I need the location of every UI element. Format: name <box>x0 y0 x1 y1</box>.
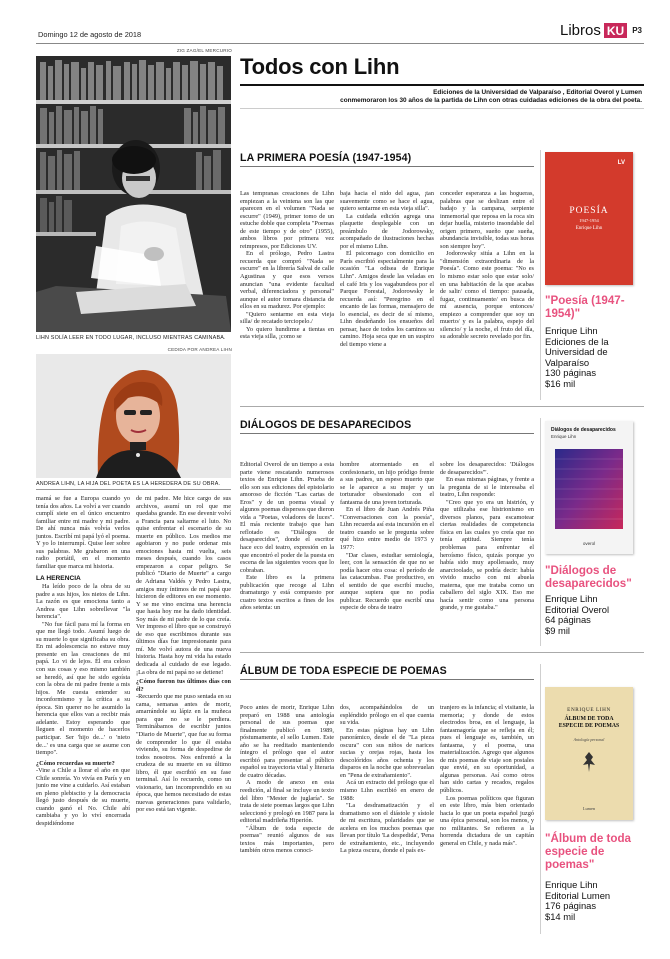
section1-paragraph: "Quiero sentarme en esta vieja silla/ de recatado terciopelo./ <box>240 310 334 326</box>
interview-question: ¿Cómo recuerdas su muerte? <box>36 759 115 767</box>
book-cover-publisher: overol <box>582 541 596 546</box>
book-info-line: $9 mil <box>545 624 571 636</box>
book-cover-author: Enrique Lihn <box>551 434 577 439</box>
interview-column-left <box>36 495 130 925</box>
section1-paragraph: Yo quiero hundirme a tientas en esta vieja silla, ¡como se <box>240 325 334 341</box>
book-info-line: Editorial Overol <box>545 603 610 615</box>
book-info-line: 130 páginas <box>545 367 597 379</box>
section2-column-2 <box>340 461 434 645</box>
pull-quote-poesia: "Poesía (1947-1954)" <box>545 294 625 320</box>
section3-paragraph: "La desdramatización y el dramatismo son el diástole y sístole de mi escritura, polaridades que se acelera en los muchos poemas que llevan por título 'La despedida', 'Pena de extrañamiento, etc., incluyendo La pieza oscura, donde el país ex- <box>340 802 434 855</box>
book-info-line: Enrique Lihn <box>545 325 598 336</box>
sidebar-divider-3 <box>540 664 541 934</box>
interview-subhead: LA HERENCIA <box>36 575 81 583</box>
book-cover-publisher: LV <box>617 160 625 166</box>
book-cover-album <box>545 687 633 820</box>
section1-paragraph: conceder esperanza a las hogueras, palabras que se deslizan entre el badajo y la campana, serpiente inmemorial que reposa en la roca sin dejar huella, misterio insondable del origen primero, sueño que sueña, abundancia invisible, todas sus horas son siempre hoy". <box>440 190 534 250</box>
interview-column-right <box>136 495 231 925</box>
book-info-line: Universidad de <box>545 346 608 358</box>
book-info-line: Enrique Lihn <box>545 879 598 890</box>
book-info-line: $14 mil <box>545 910 576 922</box>
section3-column-3 <box>440 704 534 932</box>
book-cover-dialogos <box>545 421 633 554</box>
pull-quote-album: "Álbum de toda especie de poemas" <box>545 832 632 871</box>
sidebar-divider-1 <box>540 150 541 400</box>
section-rule-3 <box>240 679 534 680</box>
photo-caption-rule <box>36 489 231 490</box>
interview-paragraph: de mi padre. Me hice cargo de sus archivos, asumí un rol que me quedaba grande. En ese devenir volví a Francia para saltarme el luto. No quise enfrentar el escenario de su muerte en público. Los medios me agobiaron y no pude ordenar mis emociones hasta mi vuelta, seis meses después, cuando los casos empezaron a copar peligro. Se publicó "Diario de Muerte" a cargo de Adriana Valdés y Pedro Lastra, amigos muy íntimos de mi papá que hicieron de editores en ese momento. Y se me vino encima una herencia que hasta hoy me ha dado identidad. Soy más de mi padre de lo que creía. Ver impreso el libro que se construyó de eso que escribimos durante sus últimos días fue impresionante para mí. Me volví autora de una nueva historia. Hasta hoy mi vida ha estado dedicada al cuidado de ese legado. ¡La obra de mi papá no se detiene! <box>136 495 231 676</box>
book-cover-author: ENRIQUE LIHN <box>567 707 611 713</box>
section2-paragraph: Editorial Overol de un tiempo a esta parte viene rescatando numerosos textos de Enrique Lihn. Prueba de ello son sus ediciones del epistolario amoroso de ficción "Las cartas de Eros" y de un poema visual y algunos poemas dispersos que dieron vida a "Poetas, voladores de luces". El más reciente trabajo que han reflotado es "Diálogos de desaparecidos", donde el escritor hace eco del teatro, expresión en la que encontró el poder de la puesta en escena de las siguientes voces que lo cobraban. <box>240 461 334 574</box>
section-separator-1 <box>240 406 644 407</box>
article-title: Todos con Lihn <box>240 54 400 79</box>
interview-paragraph: -Recuerdo que me puso sentada en su cama, semanas antes de morir, amarrándole su lápiz en la muñeca para que no se le perdiera. Terminábamos de escribir juntos "Diario de Muerte", que fue su forma de comprender lo que él estaba viviendo, su forma de despedirse de todos nosotros. Nos enfrentó a la crudeza de su muerte en su último libro, él que escribió en su fase terminal. Así lo recuerdo, como un visionario, tan incomprendido en su época, que hemos necesitado de estas nuevas generaciones para validarlo, por eso está tan vigente. <box>136 693 231 814</box>
section2-column-1 <box>240 461 334 645</box>
photo-caption-1: LIHN SOLÍA LEER EN TODO LUGAR, INCLUSO MIENTRAS CAMINABA. <box>36 335 226 341</box>
section-rule-2 <box>240 433 534 434</box>
sidebar-divider-2 <box>540 418 541 646</box>
section3-paragraph: dos, acompañándolos de un espléndido prólogo en el que cuenta su vida. <box>340 704 434 727</box>
header-badge: KU <box>604 23 627 38</box>
section1-paragraph: Jodorowsky sitúa a Lihn en la "dimensión extraordinaria de la Poesía". Como este poema: "No es lo mismo estar solo que estar solo/ en una habitación de la que acabas de salir/ como el tiempo: pausada, fugaz, continuamente/ en busca de mí ausencia, porque entonces/ empiezo a comprender que soy un muerto/ y es la palabra, espejo del silencio/ y la noche, el fruto del día, su adorable secreto revelado por fin. <box>440 250 534 341</box>
photo-credit-2: CEDIDA POR ANDREA LIHN <box>167 347 232 352</box>
book-info-line: Editorial Lumen <box>545 889 611 901</box>
book-cover-title: POESÍA <box>569 206 609 216</box>
book-info-line: 176 páginas <box>545 900 597 912</box>
book-info-line: Ediciones de la <box>545 335 609 347</box>
header-rule <box>36 43 644 44</box>
book-info-album <box>545 880 645 922</box>
section1-paragraph: La cuidada edición agrega una plaquette desplegable con un preámbulo de Jodorowsky, acompañado de ilustraciones hechas por el mismo Lihn. <box>340 212 434 250</box>
book-info-line: 64 páginas <box>545 614 591 626</box>
photo-andrea-lihn <box>36 354 231 478</box>
section1-paragraph: El psicomago con domicilio en París escribió especialmente para la ocasión "La odisea de Enrique Lihn". Amigos desde las veladas en el café Iris y los vagabundeos por el Parque Forestal, Jodorowsky le recuerda así: "Peregrino en el encanto de las formas, mensajero de lo esencial, es decir de sí mismo, Lihn desdeñando los ensueños del pensar, hace de todos los caminos su camino. Hoja seca que en un suspiro del tiempo viene a <box>340 250 434 348</box>
photo-credit-1: ZIG ZAG/EL MERCURIO <box>176 48 232 53</box>
article-deck-line-2: conmemoraron los 30 años de la partida de Lihn con otras cuidadas ediciones de la obra del poeta. <box>340 97 642 104</box>
article-deck-line-1: Ediciones de la Universidad de Valparaíso , Editorial Overol y Lumen <box>433 89 642 96</box>
section3-paragraph: Los poemas políticos que figuran en este libro, más bien orientado hacia lo que un poeta español juzgó una épica personal, son los menos, y no militantes. Se refieren a la horrenda dictadura de un capitán general en Chile, y nada más". <box>440 794 534 847</box>
section3-paragraph: A modo de anexo en esta reedición, al final se incluye un texto del libro "Mester de juglaría". Se trata de siete poemas largos que Lihn seleccionó y prologó en 1987 para la editorial madrileña Hiperión. <box>240 779 334 825</box>
photo-lihn-illustration <box>36 56 231 332</box>
section3-paragraph: Poco antes de morir, Enrique Lihn preparó en 1988 una antología personal de sus poemas que finalmente publicó en 1989, póstumamente, el sello Lumen. Este año se ha reeditado manteniendo íntegro el prólogo que el autor escribió para presentar al público español su trayectoria vital y literaria de cuatro décadas. <box>240 704 334 779</box>
section2-paragraph: Este libro es la primera publicación que recoge al Lihn dramaturgo y está compuesto por cuatro textos escritos a fines de los años setenta: un <box>240 574 334 612</box>
section2-paragraph: sobre los desaparecidos: 'Diálogos de desaparecidos'". <box>440 461 534 476</box>
section2-paragraph: En el libro de Juan Andrés Piña "Conversaciones con la poesía", Lihn recuerda así esta incursión en el teatro cuando se le pregunta sobre qué hizo entre medio de 1973 y 1977: <box>340 506 434 552</box>
section1-column-2 <box>340 190 434 400</box>
section1-paragraph: Las tempranas creaciones de Lihn empiezan a la veintena son las que aparecen en el volumen "Nada se escurre" (1949), primer tomo de un estuche doble que completa "Poemas de este tiempo y de otro" (1955), ambos libros por primera vez reimpresos, por Ediciones UV. <box>240 190 334 250</box>
book-cover-title: Diálogos de desaparecidos <box>551 427 616 433</box>
book-info-line: Enrique Lihn <box>545 593 598 604</box>
header-page-number: P3 <box>632 26 642 35</box>
book-info-line: $16 mil <box>545 377 576 389</box>
article-deck <box>340 89 642 105</box>
section1-column-3 <box>440 190 534 400</box>
book-cover-artwork <box>555 449 623 529</box>
title-rule <box>240 84 644 86</box>
section2-paragraph: "Dar clases, estudiar semiología, leer, con la sensación de que no se podía hacer otra cosa: el período de las catacumbas. Fue productivo, en el sentido de que escribí mucho, aunque supiera que no podía publicar. Recuerdo que escribí una especie de obra de teatro <box>340 551 434 612</box>
interview-question: ¿Cómo fueron tus últimos días con él? <box>136 678 231 693</box>
header-date: Domingo 12 de agosto de 2018 <box>38 30 142 39</box>
interview-paragraph: Ha leído poco de la obra de su padre a sus hijos, los nietos de Lihn. La razón es que emociona tanto a Andrea que Lihn sobrellevar "la herencia". <box>36 583 130 621</box>
photo-andrea-illustration <box>36 354 231 478</box>
book-cover-years: 1947-1954 <box>579 218 599 223</box>
section-separator-2 <box>240 652 644 653</box>
section1-paragraph: baja hacia el nido del agua, ¡tan suavemente como se hace el agua, quiero sentarme en esta vieja silla". <box>340 190 434 213</box>
section-rule-1 <box>240 166 534 167</box>
section-title-dialogos: DIÁLOGOS DE DESAPARECIDOS <box>240 419 412 431</box>
section2-column-3 <box>440 461 534 645</box>
book-info-poesia <box>545 326 645 390</box>
deck-rule <box>240 108 644 109</box>
section1-column-1 <box>240 190 334 400</box>
section3-column-2 <box>340 704 434 932</box>
section3-column-1 <box>240 704 334 932</box>
book-cover-poesia <box>545 152 633 285</box>
section2-paragraph: hombre atormentado en el confesionario, un hijo pródigo frente a sus padres, un espeso muerto que se le aparece a su mujer y un torturador obsesionado con el fantasma de una joven torturada. <box>340 461 434 506</box>
section-title-album: ÁLBUM DE TODA ESPECIE DE POEMAS <box>240 665 447 677</box>
section2-paragraph: "Creo que yo era un histrión, y que utilizaba ese histrionismo en diversos planos, para escamotear ciertas realidades de competencia física en las cuales yo creía que no tenía aptitud. Siempre tenía problemas para enfrentar el heroísmo físico, quizás porque yo había sido muy apolleraado, muy anarcioolado, se podría decir: había vivido mucho con mi abuela materna, que me trataba como un caballero del siglo XIX. Eso me hacía sentir como una persona grande, y me gustaba." <box>440 498 534 612</box>
section3-paragraph: tranjero es la infancia; el visitante, la memoria; y donde de estos electrodos broa, en el lenguaje, la fantasmagoría que se refleja en él; pues el lenguaje es, también, un fantasma, y el poema, una materialización. Agrego que algunos de mis poemas de viaje son postales que envié, en su oportunidad, a algunas personas. Así como otros han sido cartas y recados, regalos públicos. <box>440 704 534 795</box>
interview-paragraph: mamá se fue a Europa cuando yo tenía dos años. La volví a ver cuando cumplí siete en el único encuentro familiar entre mi madre y mi padre. De ahí nunca más volvía verlos juntos. Escribí mi papá lyó el poema. Y yo lo interrumpí. Quise leer sobre sus palabras. Me grabaron en una radio portátil, en el momento familiar que marca mi historia. <box>36 495 130 570</box>
interview-paragraph: -Vine a Chile a llorar el año en que Chile sonreía. Yo vivía en París y en junio me vine a cuidarlo. Así estaban en pleno plebiscito y la democracia llegó justo después de su muerte, cuando ganó el No. Chile abí cambiaba y yo lo viví encerrada despidiéndome <box>36 767 130 827</box>
section2-paragraph: En esas mismas páginas, y frente a la pregunta de si le interesaba el teatro, Lihn responde: <box>440 476 534 499</box>
section3-paragraph: En estas páginas hay un Lihn panorámico, desde el de "La pieza oscura" con sus niños de narices sucias y orejas rojas, hasta los descolóridos años ochenta y los disparos en la noche que sobrevuelan en "Pena de extrañamiento". <box>340 726 434 779</box>
book-info-dialogos <box>545 594 645 636</box>
photo-caption-2: ANDREA LIHN, LA HIJA DEL POETA ES LA HEREDERA DE SU OBRA. <box>36 481 221 487</box>
photo-lihn-reading <box>36 56 231 332</box>
book-cover-emblem-icon <box>581 751 597 773</box>
section-title-primera-poesia: LA PRIMERA POESÍA (1947-1954) <box>240 152 412 164</box>
book-cover-title: ÁLBUM DE TODA ESPECIE DE POEMAS <box>558 716 620 729</box>
book-cover-subtitle: Antología personal <box>573 737 605 742</box>
book-info-line: Valparaíso <box>545 356 590 368</box>
section3-paragraph: Acá un extracto del prólogo que el mismo Lihn escribió en enero de 1988: <box>340 779 434 802</box>
section3-paragraph: "Álbum de toda especie de poemas" reunió algunos de sus textos más importantes, pero también otros menos conoci- <box>240 824 334 855</box>
pull-quote-dialogos: "Diálogos de desaparecidos" <box>545 564 632 590</box>
book-cover-author: Enrique Lihn <box>575 226 603 231</box>
section1-paragraph: En el prólogo, Pedro Lastra recuerda que compró "Nada se escurre" en la librería Salval de calle Agustinas y que esos versos anuncian "una evidente facultad verbal, diferenciadora y personal" aunque el autor tomara distancia de ellos en su madurez. Por ejemplo: <box>240 250 334 311</box>
header-section-group <box>560 22 642 39</box>
interview-paragraph: "No fue fácil para mí la forma en que me llegó todo. Asumí luego de su muerte lo que significaba su obra. En mi adolescencia no estuve muy presente en las creaciones de mi papá. Lo vi de lejos. Él era celoso con sus cosas y eso mismo también se heredó, así que he sido egoísta con la obra de mi padre frente a mis hijos. Me cuesta entender su inconformismo y la crítica a su época. Sin querer no he asumido la herencia que ellos van a recibir más adelante. Estoy esperando que lleguen el momento de hacerlos participar. Ser 'hijo de...' o 'nieto de...' es una carga que se asume con tiempo". <box>36 620 130 757</box>
book-cover-publisher: Lumen <box>582 806 596 811</box>
header-section: Libros <box>560 22 601 39</box>
